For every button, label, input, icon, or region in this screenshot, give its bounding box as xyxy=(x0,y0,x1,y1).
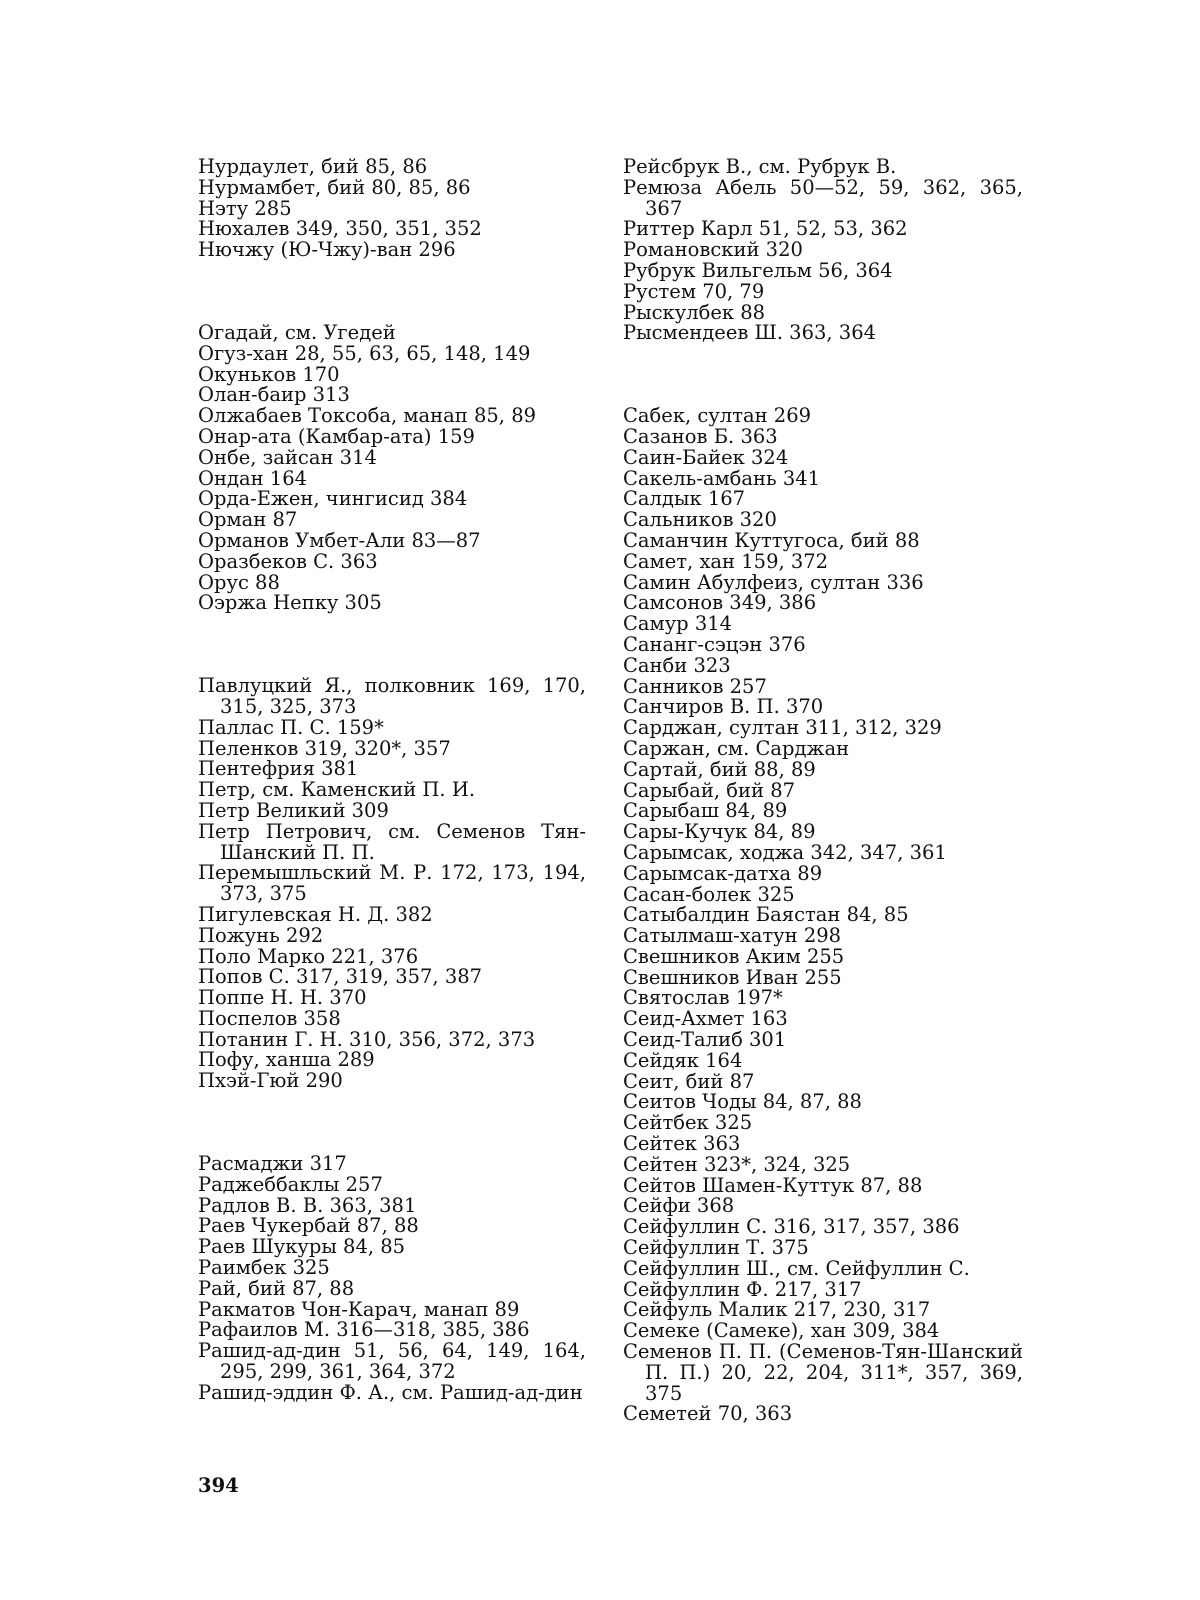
index-entry: Сеит, бий 87 xyxy=(623,1069,755,1093)
index-entry: Сальников 320 xyxy=(623,508,777,532)
index-entry: Петр, см. Каменский П. И. xyxy=(198,778,476,802)
index-entry: Сеид-Ахмет 163 xyxy=(623,1007,788,1031)
index-entry: Петр Великий 309 xyxy=(198,798,389,822)
index-entry: Сейфуль Малик 217, 230, 317 xyxy=(623,1298,931,1322)
index-entry: Рыскулбек 88 xyxy=(623,300,766,324)
index-entry: Сабек, султан 269 xyxy=(623,404,812,428)
index-entry: Потанин Г. Н. 310, 356, 372, 373 xyxy=(198,1027,536,1051)
index-entry: Нючжу (Ю-Чжу)-ван 296 xyxy=(198,238,456,262)
index-entry: Оразбеков С. 363 xyxy=(198,549,378,573)
index-entry: Рашид-эддин Ф. А., см. Рашид-ад-дин xyxy=(198,1380,583,1404)
index-entry: Рафаилов М. 316—318, 385, 386 xyxy=(198,1318,530,1342)
index-entry: Салдык 167 xyxy=(623,487,746,511)
page-number: 394 xyxy=(198,1474,239,1497)
index-entry: Раимбек 325 xyxy=(198,1256,330,1280)
index-letter-group xyxy=(623,406,1023,1425)
index-entry: Огадай, см. Угедей xyxy=(198,320,396,344)
index-entry: Сары-Кучук 84, 89 xyxy=(623,820,816,844)
index-entry: Попов С. 317, 319, 357, 387 xyxy=(198,965,483,989)
index-entry: Расмаджи 317 xyxy=(198,1152,347,1176)
index-entry: Самсонов 349, 386 xyxy=(623,591,817,615)
index-entry: Пентефрия 381 xyxy=(198,757,359,781)
index-entry: Поспелов 358 xyxy=(198,1006,341,1030)
index-entry: Раджеббаклы 257 xyxy=(198,1172,383,1196)
index-entry: Ондан 164 xyxy=(198,466,308,490)
index-letter-group xyxy=(198,320,586,615)
index-entry: Онбе, зайсан 314 xyxy=(198,445,377,469)
index-entry: Паллас П. С. 159* xyxy=(198,715,384,739)
index-entry: Сейфуллин Ш., см. Сейфуллин С. xyxy=(623,1256,970,1280)
index-entry: Олан-баир 313 xyxy=(198,383,350,407)
index-letter-group xyxy=(198,157,586,261)
index-entry: Перемышльский М. Р. 172, 173, 194, 373, 375 xyxy=(198,861,586,906)
index-letter-group xyxy=(623,157,1023,344)
index-entry: Сананг-сэцэн 376 xyxy=(623,632,806,656)
index-entry: Рубрук Вильгельм 56, 364 xyxy=(623,258,893,282)
index-entry: Сарыбаш 84, 89 xyxy=(623,799,788,823)
index-entry: Сейтек 363 xyxy=(623,1132,741,1156)
index-entry: Олжабаев Токсоба, манап 85, 89 xyxy=(198,404,537,428)
index-entry: Сасан-болек 325 xyxy=(623,882,795,906)
index-entry: Ракматов Чон-Карач, манап 89 xyxy=(198,1297,520,1321)
index-entry: Сейтбек 325 xyxy=(623,1111,753,1135)
index-entry: Огуз-хан 28, 55, 63, 65, 148, 149 xyxy=(198,341,531,365)
index-entry: Сакель-амбань 341 xyxy=(623,466,821,490)
index-entry: Саин-Байек 324 xyxy=(623,445,789,469)
index-entry: Рысмендеев Ш. 363, 364 xyxy=(623,321,877,345)
index-entry: Рашид-ад-дин 51, 56, 64, 149, 164, 295, 299, 361, 364, 372 xyxy=(198,1339,586,1384)
index-entry: Сарымсак, ходжа 342, 347, 361 xyxy=(623,840,947,864)
index-entry: Романовский 320 xyxy=(623,238,803,262)
index-entry: Пеленков 319, 320*, 357 xyxy=(198,736,451,760)
index-entry: Пофу, ханша 289 xyxy=(198,1048,375,1072)
index-entry: Семенов П. П. (Семенов-Тян-Шанский П. П.) 20, 22, 204, 311*, 357, 369, 375 xyxy=(623,1340,1023,1405)
index-entry: Саржан, см. Сарджан xyxy=(623,736,850,760)
index-entry: Рустем 70, 79 xyxy=(623,279,765,303)
index-entry: Самур 314 xyxy=(623,612,733,636)
index-entry: Ремюза Абель 50—52, 59, 362, 365, 367 xyxy=(623,175,1023,220)
index-entry: Петр Петрович, см. Семенов Тян-Шанский П. П. xyxy=(198,819,586,864)
index-entry: Сейфи 368 xyxy=(623,1194,735,1218)
index-entry: Окуньков 170 xyxy=(198,362,340,386)
index-entry: Нюхалев 349, 350, 351, 352 xyxy=(198,217,482,241)
index-entry: Нурдаулет, бий 85, 86 xyxy=(198,155,428,178)
index-entry: Рай, бий 87, 88 xyxy=(198,1276,355,1300)
index-column-left xyxy=(198,157,586,1404)
index-entry: Самин Абулфеиз, султан 336 xyxy=(623,570,924,594)
index-entry: Санби 323 xyxy=(623,653,731,677)
index-entry: Сарыбай, бий 87 xyxy=(623,778,796,802)
index-entry: Самет, хан 159, 372 xyxy=(623,549,829,573)
index-entry: Семетей 70, 363 xyxy=(623,1402,793,1426)
index-column-right xyxy=(623,157,1023,1425)
index-entry: Сейфуллин С. 316, 317, 357, 386 xyxy=(623,1215,960,1239)
index-entry: Саманчин Куттугоса, бий 88 xyxy=(623,528,920,552)
index-entry: Сейтов Шамен-Куттук 87, 88 xyxy=(623,1173,923,1197)
index-entry: Пожунь 292 xyxy=(198,923,324,947)
index-entry: Санников 257 xyxy=(623,674,767,698)
index-entry: Санчиров В. П. 370 xyxy=(623,695,824,719)
index-entry: Орда-Ежен, чингисид 384 xyxy=(198,487,468,511)
index-entry: Сартай, бий 88, 89 xyxy=(623,757,816,781)
index-entry: Орман 87 xyxy=(198,508,298,532)
index-entry: Сейдяк 164 xyxy=(623,1048,743,1072)
index-entry: Сатыбалдин Баястан 84, 85 xyxy=(623,903,909,927)
index-entry: Пхэй-Гюй 290 xyxy=(198,1069,343,1093)
index-letter-group xyxy=(198,676,586,1092)
index-letter-group xyxy=(198,1154,586,1404)
index-entry: Сейфуллин Т. 375 xyxy=(623,1236,809,1260)
index-entry: Сеитов Чоды 84, 87, 88 xyxy=(623,1090,862,1114)
index-entry: Орманов Умбет-Али 83—87 xyxy=(198,528,481,552)
index-entry: Сейфуллин Ф. 217, 317 xyxy=(623,1277,862,1301)
index-entry: Раев Шукуры 84, 85 xyxy=(198,1235,406,1259)
index-entry: Радлов В. В. 363, 381 xyxy=(198,1193,417,1217)
index-entry: Сарджан, султан 311, 312, 329 xyxy=(623,716,942,740)
index-entry: Семеке (Самеке), хан 309, 384 xyxy=(623,1319,940,1343)
index-entry: Нурмамбет, бий 80, 85, 86 xyxy=(198,175,471,199)
index-entry: Сеид-Талиб 301 xyxy=(623,1028,787,1052)
index-entry: Риттер Карл 51, 52, 53, 362 xyxy=(623,217,908,241)
index-entry: Оэржа Непку 305 xyxy=(198,591,382,615)
index-entry: Пигулевская Н. Д. 382 xyxy=(198,902,433,926)
index-entry: Сарымсак-датха 89 xyxy=(623,861,823,885)
index-entry: Сейтен 323*, 324, 325 xyxy=(623,1152,851,1176)
index-entry: Святослав 197* xyxy=(623,986,783,1010)
index-entry: Сатылмаш-хатун 298 xyxy=(623,924,842,948)
index-entry: Нэту 285 xyxy=(198,196,292,220)
index-entry: Орус 88 xyxy=(198,570,280,594)
index-entry: Сазанов Б. 363 xyxy=(623,424,778,448)
index-entry: Свешников Иван 255 xyxy=(623,965,842,989)
index-entry: Поло Марко 221, 376 xyxy=(198,944,419,968)
index-entry: Павлуцкий Я., полковник 169, 170, 315, 325, 373 xyxy=(198,674,586,718)
index-entry: Поппе Н. Н. 370 xyxy=(198,986,367,1010)
index-entry: Свешников Аким 255 xyxy=(623,944,845,968)
index-entry: Раев Чукербай 87, 88 xyxy=(198,1214,419,1238)
index-entry: Онар-ата (Камбар-ата) 159 xyxy=(198,424,475,448)
index-entry: Рейсбрук В., см. Рубрук В. xyxy=(623,155,897,178)
